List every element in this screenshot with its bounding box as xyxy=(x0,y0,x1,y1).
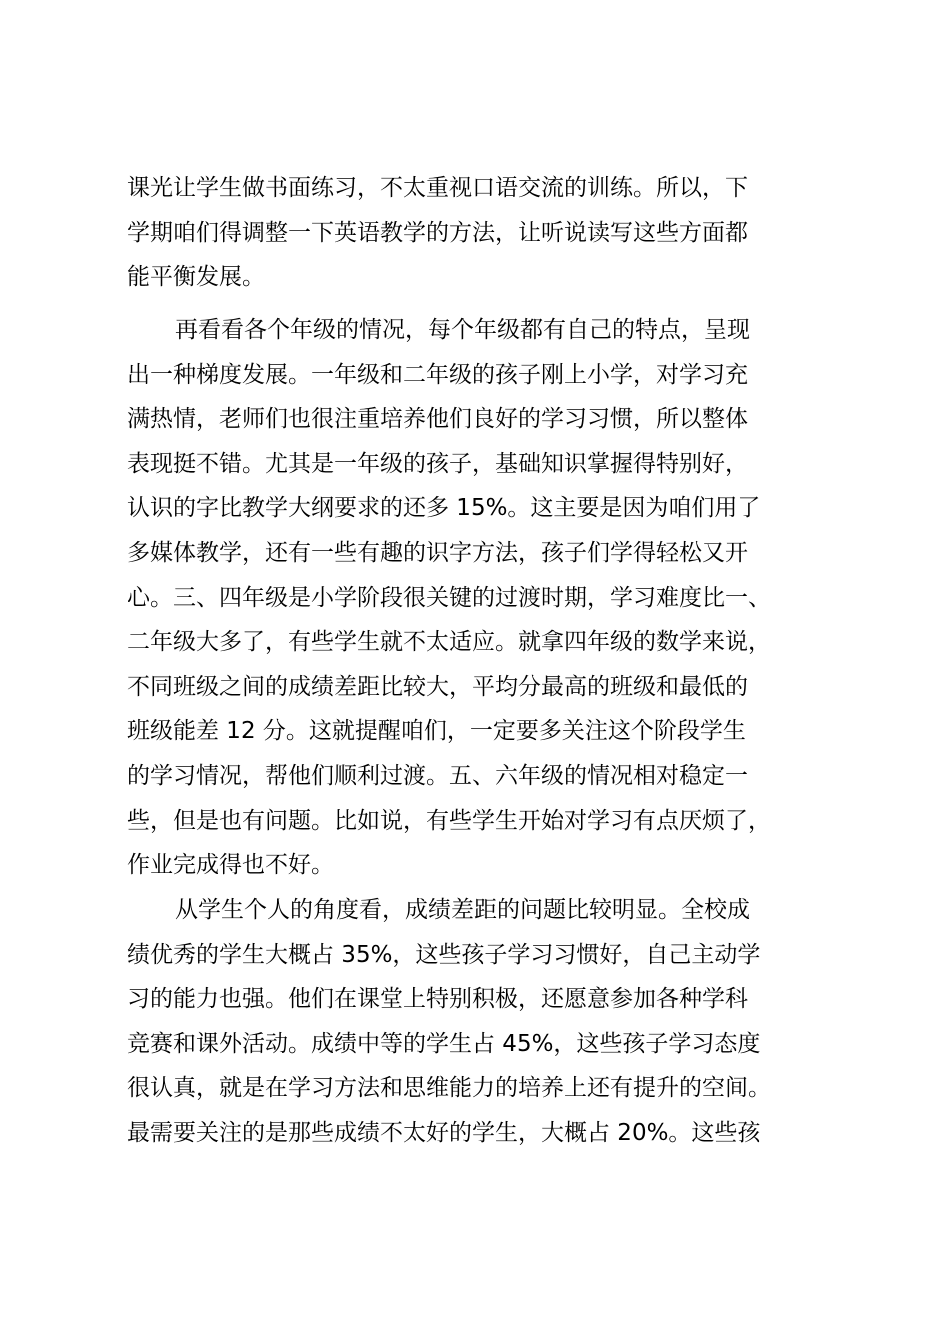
text-line: 二年级大多了，有些学生就不太适应。就拿四年级的数学来说， xyxy=(127,629,771,656)
text-line: 作业完成得也不好。 xyxy=(127,852,334,879)
text-line: 认识的字比教学大纲要求的还多 15%。这主要是因为咱们用了 xyxy=(127,495,761,522)
text-line: 课光让学生做书面练习，不太重视口语交流的训练。所以，下 xyxy=(127,175,748,201)
text-line: 表现挺不错。尤其是一年级的孩子，基础知识掌握得特别好， xyxy=(127,450,748,477)
text-line: 从学生个人的角度看，成绩差距的问题比较明显。全校成 xyxy=(175,897,750,923)
paragraph-3 xyxy=(127,888,830,1156)
paragraph-1 xyxy=(127,166,830,300)
text-line: 不同班级之间的成绩差距比较大，平均分最高的班级和最低的 xyxy=(127,673,748,700)
text-line: 多媒体教学，还有一些有趣的识字方法，孩子们学得轻松又开 xyxy=(127,539,748,566)
text-line: 很认真，就是在学习方法和思维能力的培养上还有提升的空间。 xyxy=(127,1075,771,1102)
text-line: 学期咱们得调整一下英语教学的方法，让听说读写这些方面都 xyxy=(127,219,748,246)
text-line: 心。三、四年级是小学阶段很关键的过渡时期，学习难度比一、 xyxy=(127,584,771,611)
text-line: 满热情，老师们也很注重培养他们良好的学习习惯，所以整体 xyxy=(127,406,748,433)
text-line: 绩优秀的学生大概占 35%，这些孩子学习习惯好，自己主动学 xyxy=(127,941,761,968)
paragraph-2 xyxy=(127,308,830,888)
text-line: 竞赛和课外活动。成绩中等的学生占 45%，这些孩子学习态度 xyxy=(127,1030,761,1057)
text-line: 习的能力也强。他们在课堂上特别积极，还愿意参加各种学科 xyxy=(127,986,748,1013)
text-line: 班级能差 12 分。这就提醒咱们，一定要多关注这个阶段学生 xyxy=(127,718,746,745)
text-line: 的学习情况，帮他们顺利过渡。五、六年级的情况相对稳定一 xyxy=(127,762,748,789)
text-line: 最需要关注的是那些成绩不太好的学生，大概占 20%。这些孩 xyxy=(127,1119,761,1146)
text-line: 能平衡发展。 xyxy=(127,264,265,291)
text-line: 出一种梯度发展。一年级和二年级的孩子刚上小学，对学习充 xyxy=(127,361,748,388)
text-line: 些，但是也有问题。比如说，有些学生开始对学习有点厌烦了， xyxy=(127,807,771,834)
text-line: 再看看各个年级的情况，每个年级都有自己的特点，呈现 xyxy=(175,317,750,343)
